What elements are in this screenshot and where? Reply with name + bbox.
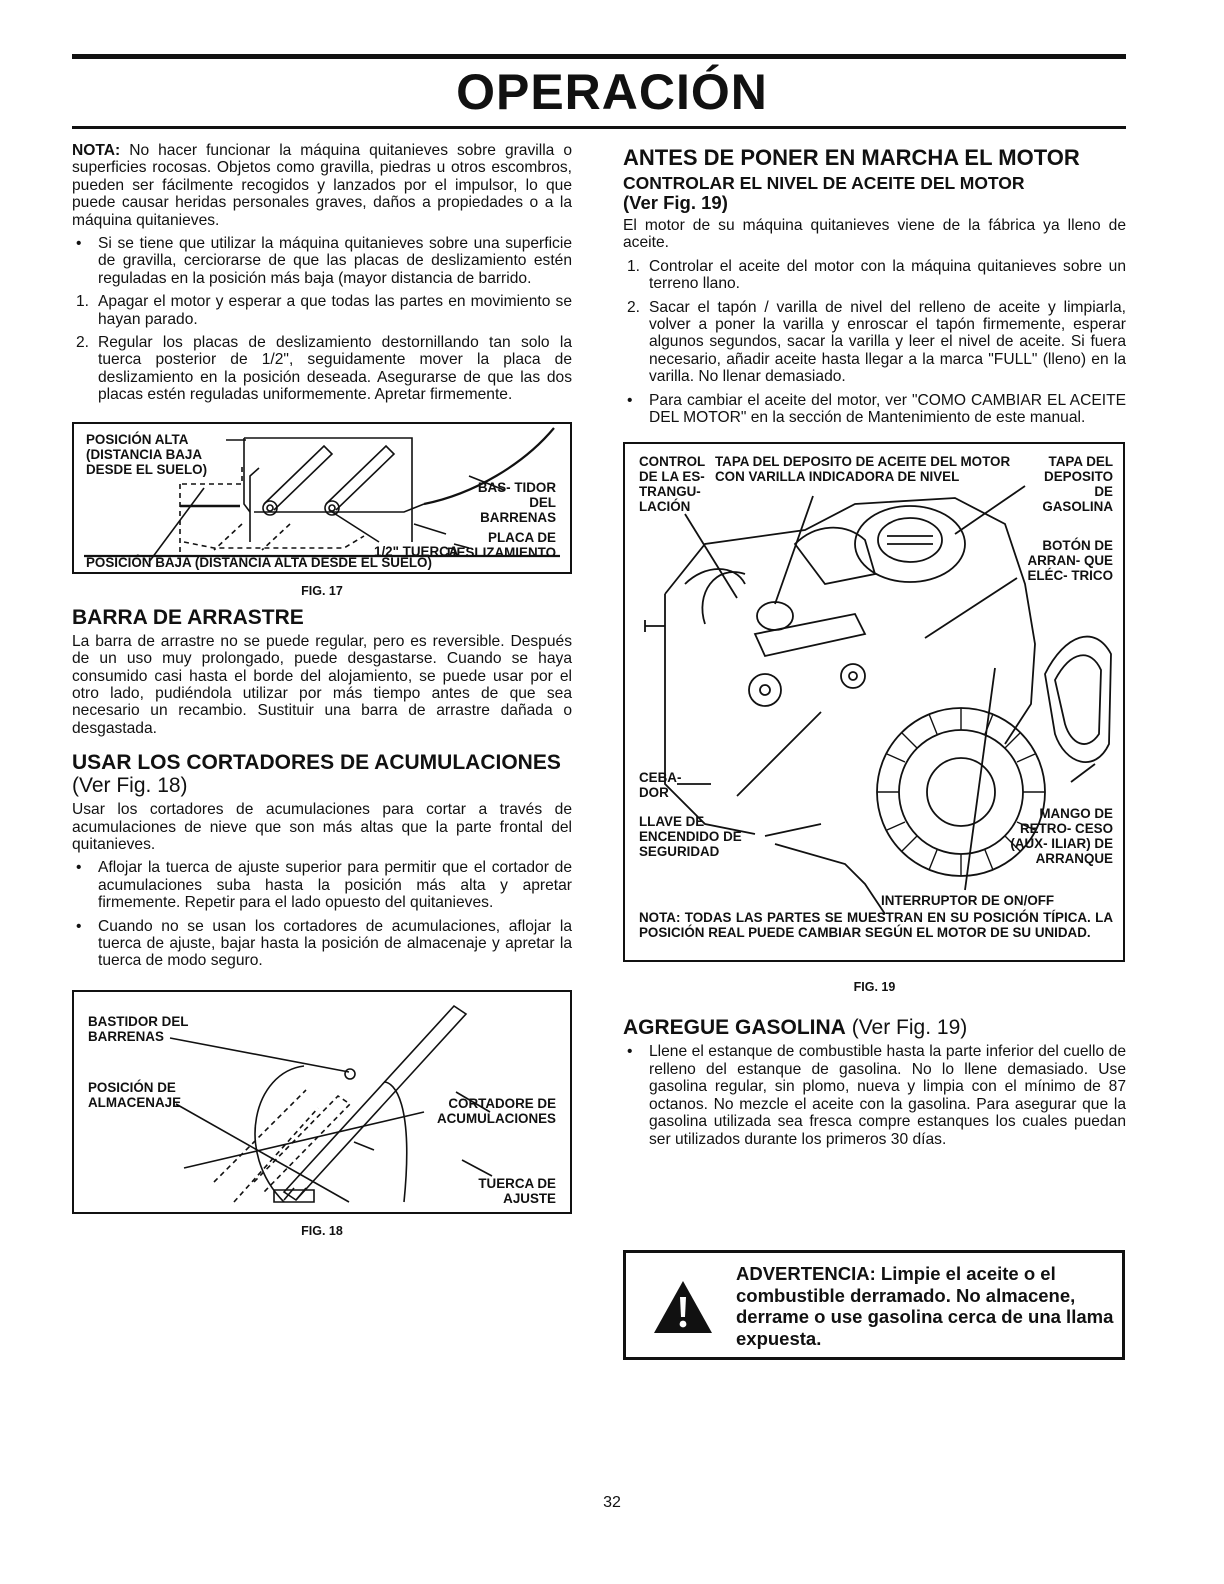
oil-bullets [623,392,1126,427]
label-fuel-cap: TAPA DEL DEPOSITO DE GASOLINA [1042,454,1113,515]
bullet-icon: • [76,859,82,877]
label-adjust-nut: TUERCA DE AJUSTE [478,1175,556,1206]
oil-level-heading: CONTROLAR EL NIVEL DE ACEITE DEL MOTOR (Ver Fig. 19) [623,173,1025,213]
note-text: No hacer funcionar la máquina quitanieves sobre gravilla o superficies rocosas. Objetos como gravilla, piedras u otros escombros, pueden ser fácilmente recogidos y lanzados por el impulsor, lo que puede causar heridas personales graves, daños a propiedades o a la máquina quitanieves. [72,142,572,229]
warning-text: ADVERTENCIA: Limpie el aceite o el combustible derramado. No almacene, derrame o use gasolina cerca de una llama expuesta. [736,1263,1114,1349]
drag-bar-heading: BARRA DE ARRASTRE [72,605,304,629]
list-item: 2. Sacar el tapón / varilla de nivel del relleno de aceite y limpiarla, volver a poner la varilla y enroscar el tapón firmemente, esperar algunos segundos, sacar la varilla y leer el nivel de aceite. Si fuera necesario, añadir aceite hasta llegar a la marca "FULL" (lleno) en la varilla. No llenar demasiado. [627,298,1126,386]
fig17-caption: FIG. 17 [301,583,343,598]
label-high-position: POSICIÓN ALTA (DISTANCIA BAJA DESDE EL SUELO) [86,431,208,477]
bullet-icon: • [76,917,82,935]
label-auger-frame: BAS- TIDOR DEL BARRENAS [477,479,556,525]
note-label: NOTA: [72,142,121,159]
page-number: 32 [603,1494,621,1511]
figure-18 [72,990,572,1214]
title-rule [72,126,1126,129]
add-fuel-heading: AGREGUE GASOLINA (Ver Fig. 19) [623,1016,968,1040]
label-low-position: POSICIÓN BAJA (DISTANCIA ALTA DESDE EL SUELO) [86,554,432,570]
label-recoil-handle: MANGO DE RETRO- CESO (AUX- ILIAR) DE ARRANQUE [1010,806,1113,867]
label-storage-position: POSICIÓN DE ALMACENAJE [88,1079,181,1110]
list-item: • Aflojar la tuerca de ajuste superior para permitir que el cortador de acumulaciones suba hasta la posición más alta y apretar firmemente. Repetir para el lado opuesto del quitanieves. [76,859,572,912]
warning-box [623,1250,1125,1360]
gravel-bullets [72,235,572,287]
list-item: 1. Controlar el aceite del motor con la máquina quitanieves sobre un terreno llano. [627,257,1126,293]
list-item: • Para cambiar el aceite del motor, ver "COMO CAMBIAR EL ACEITE DEL MOTOR" en la sección de Mantenimiento de este manual. [627,391,1126,427]
list-item: • Cuando no se usan los cortadores de acumulaciones, aflojar la tuerca de ajuste, bajar hasta la posición de almacenaje y apretar la tuerca de modo seguro. [76,917,572,970]
skid-steps [72,293,572,403]
top-rule [72,54,1126,59]
list-item: • Llene el estanque de combustible hasta la parte inferior del cuello de relleno del estanque de gasolina. No lo llene demasiado. Use gasolina regular, sin plomo, nueva y limpia con el mínimo de 87 octanos. No mezcle el aceite con la gasolina. Para asegurar que la gasolina utilizada sea fresca compre estanques los cuales puedan ser utilizados durante los primeros 30 días. [627,1043,1126,1148]
list-item: 2. Regular los placas de deslizamiento destornillando tan solo la tuerca posterior de 1/2", seguidamente mover la placa de deslizamiento en la posición deseada. Asegurarse de que las dos placas estén reguladas uniformemente. Apretar firmemente. [76,334,572,404]
bullet-icon: • [76,235,82,253]
right-column [623,142,1126,1154]
figure-19 [623,442,1125,962]
label-primer: CEBA- DOR [639,770,682,801]
list-item: • Si se tiene que utilizar la máquina quitanieves sobre una superficie de gravilla, cerciorarse de que las placas de deslizamiento estén reguladas en la posición más baja (mayor distancia de barrido. [76,235,572,287]
fig19-note: NOTA: TODAS LAS PARTES SE MUESTRAN EN SU POSICIÓN TÍPICA. LA POSICIÓN REAL PUEDE CAMBIAR SEGÚN EL MOTOR DE SU UNIDAD. [639,910,1113,941]
fig19-caption: FIG. 19 [853,980,896,995]
label-drift-cutter: CORTADORE DE ACUMULACIONES [436,1095,556,1126]
bullet-icon: • [627,1043,633,1061]
drift-cutters-bullets [72,859,572,969]
label-safety-key: LLAVE DE ENCENDIDO DE SEGURIDAD [639,814,742,860]
label-electric-starter-button: BOTÓN DE ARRAN- QUE ELÉC- TRICO [1027,538,1113,584]
before-start-heading: ANTES DE PONER EN MARCHA EL MOTOR [623,145,1080,170]
warning-triangle-icon [652,1279,714,1335]
oil-steps [623,258,1126,386]
page-title: OPERACIÓN [456,64,768,120]
gravel-note [72,142,572,229]
label-choke-control: CONTROL DE LA ES- TRANGU- LACIÓN [639,454,705,515]
drag-bar-text: La barra de arrastre no se puede regular, pero es reversible. Después de un uso muy prolongado, puede desgastarse. Cuando se haya consumido casi hasta el borde del alojamiento, se puede usar por el otro lado, pudiéndola utilizar por más tiempo antes de que sea necesario un recambio. Sustituir una barra de arrastre dañada o desgastada. [72,632,572,737]
fuel-bullets [623,1043,1126,1147]
label-auger-frame: BASTIDOR DEL BARRENAS [88,1013,189,1044]
label-skid-plate: PLACA DE DESLIZAMIENTO [446,529,556,560]
label-nut: 1/2" TUERCA [374,543,459,559]
oil-text: El motor de su máquina quitanieves viene de la fábrica ya lleno de aceite. [623,217,1126,252]
figure-17 [72,422,572,574]
fig18-caption: FIG. 18 [301,1223,343,1238]
engine-drawing [625,444,1123,960]
bullet-icon: • [627,391,633,409]
label-oil-fill-cap: TAPA DEL DEPOSITO DE ACEITE DEL MOTOR CON VARILLA INDICADORA DE NIVEL [715,454,1011,485]
label-on-off-switch: INTERRUPTOR DE ON/OFF [881,893,1055,909]
list-item: 1. Apagar el motor y esperar a que todas las partes en movimiento se hayan parado. [76,293,572,328]
left-column [72,142,572,1244]
drift-cutters-heading: USAR LOS CORTADORES DE ACUMULACIONES (Ver Fig. 18) [72,751,561,798]
drift-cutters-text: Usar los cortadores de acumulaciones para cortar a través de acumulaciones de nieve que son más altas que la parte frontal del quitanieves. [72,801,572,853]
